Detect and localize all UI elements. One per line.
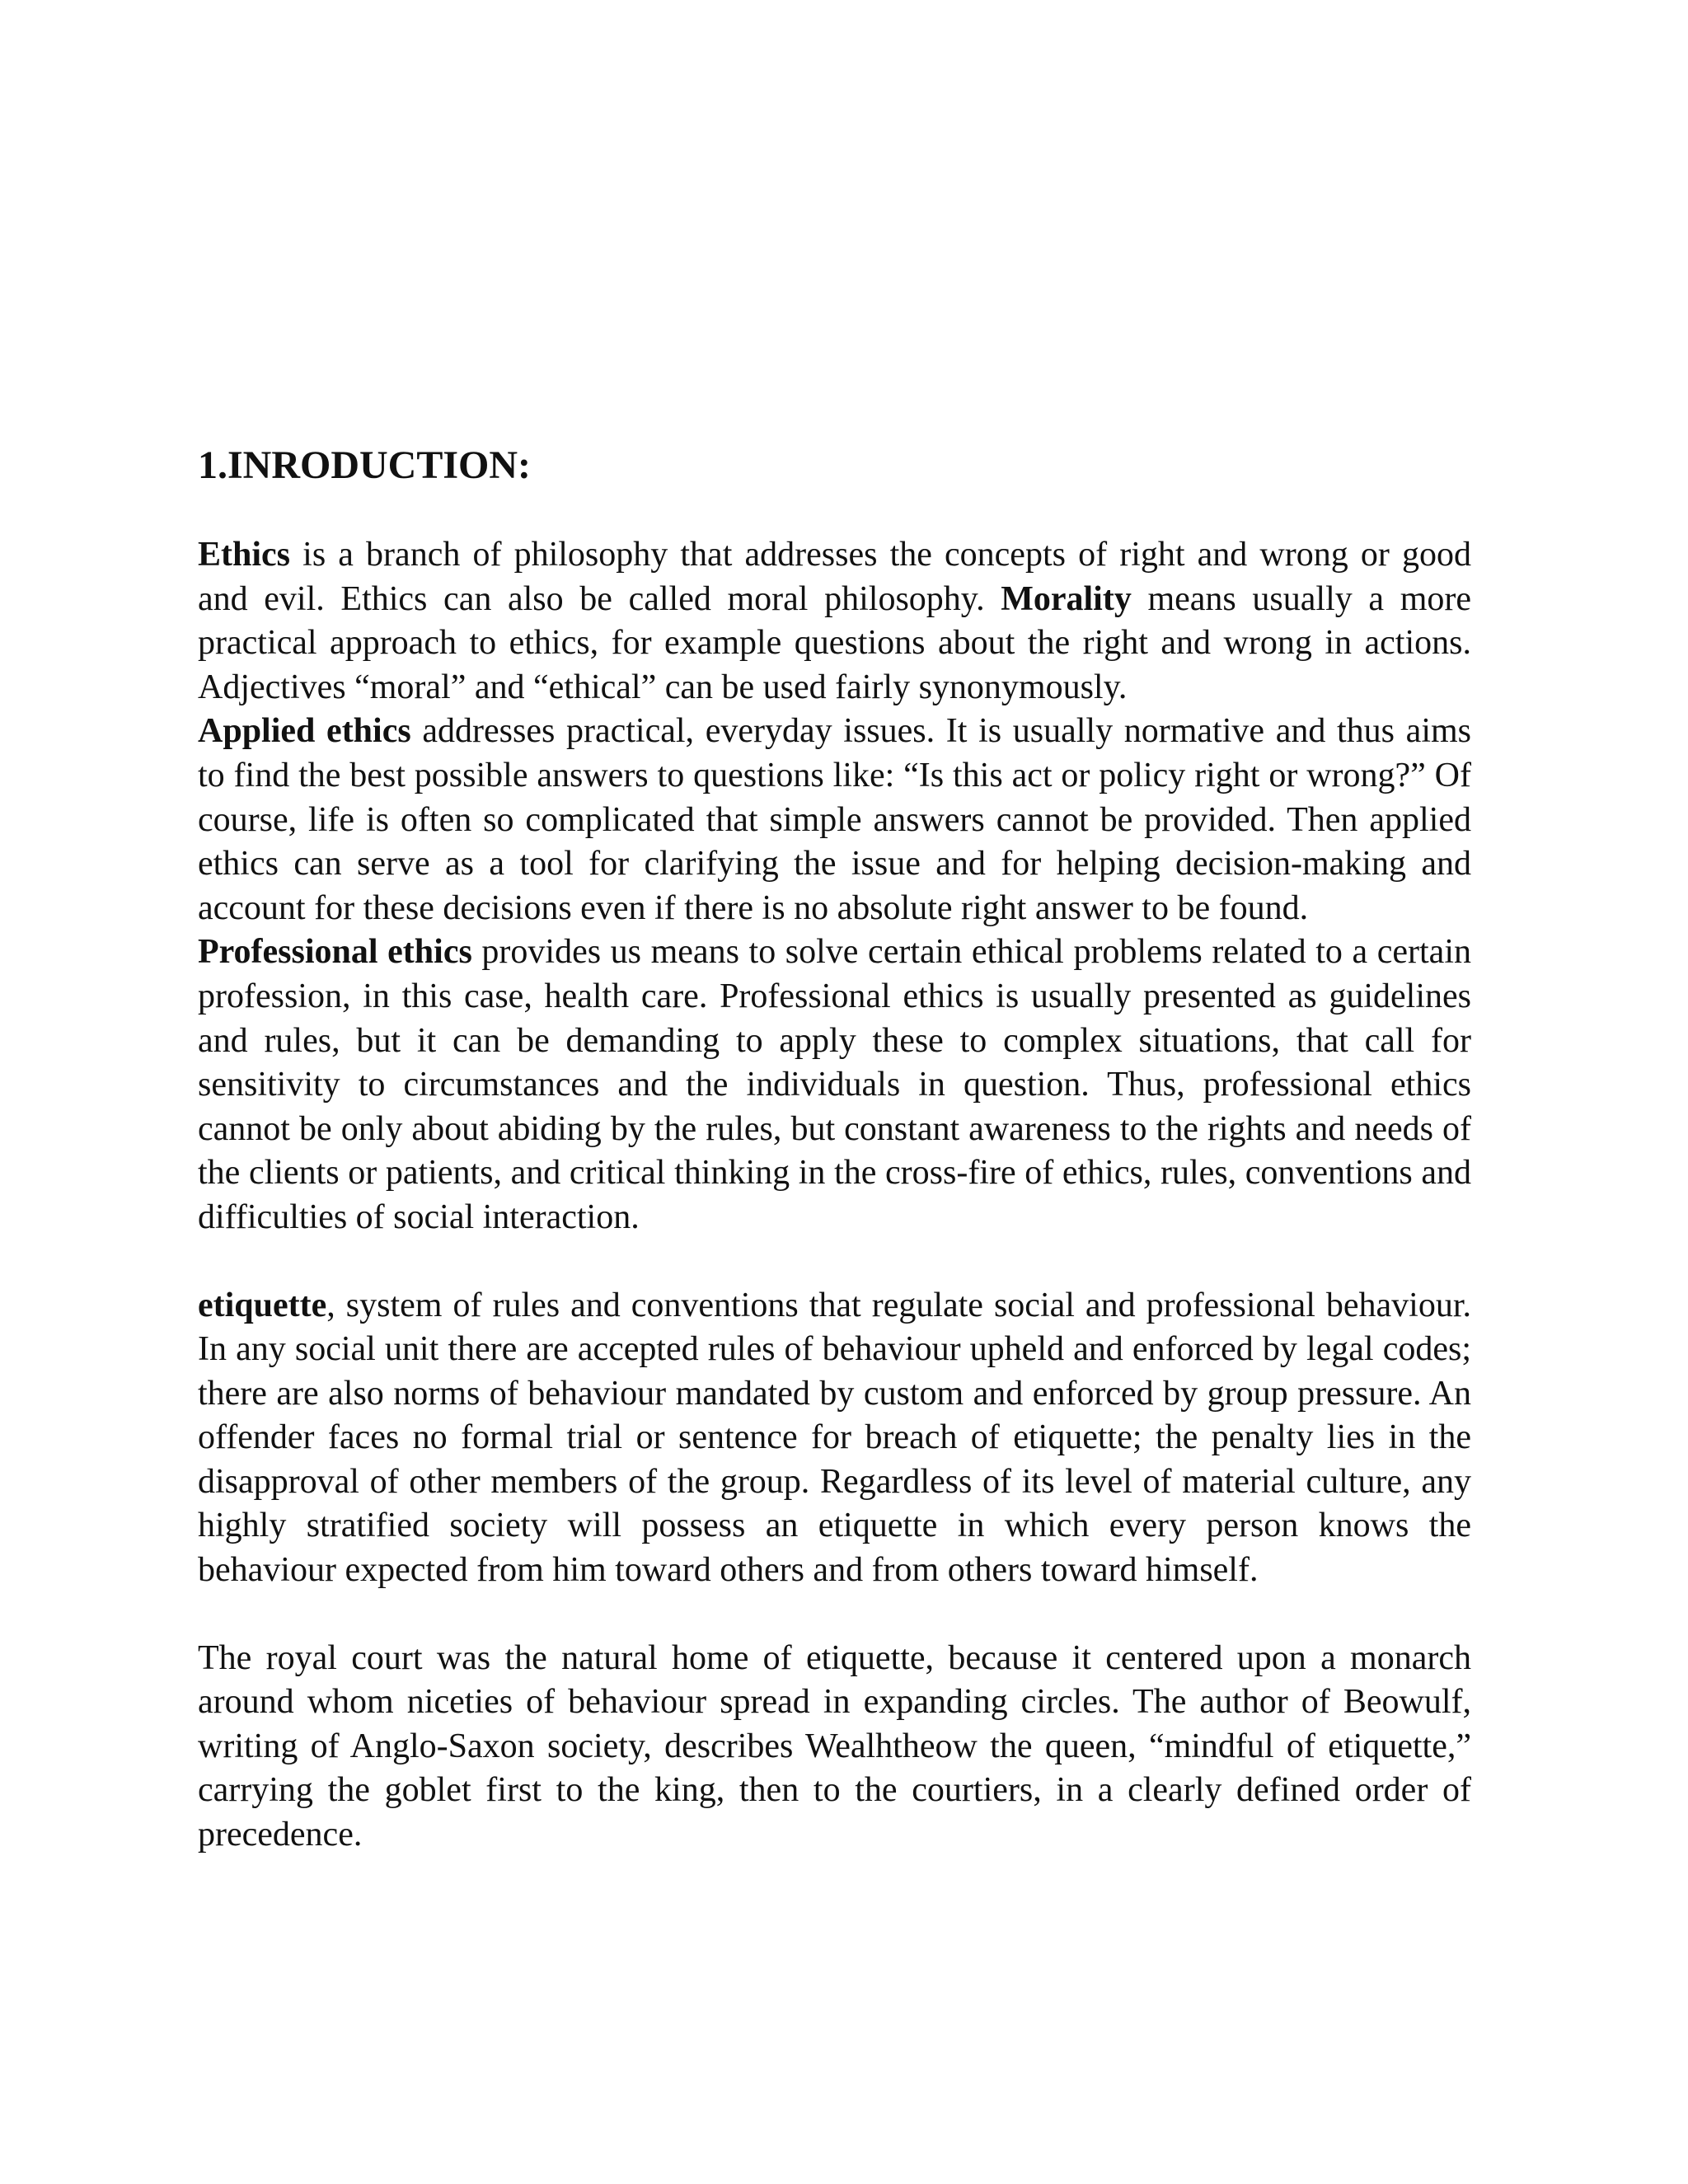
royal-court-text: The royal court was the natural home of etiquette, because it centered upon a monarch around whom niceties of behaviour spread in expanding circles. The author of Beowulf, writing of Anglo-Saxon society, describes Wealhtheow the queen, “mindful of etiquette,” carrying the goblet first to the king, then to the courtiers, in a clearly defined order of precedence.: [198, 1638, 1471, 1854]
applied-ethics-text: addresses practical, everyday issues. It is usually normative and thus aims to find the best possible answers to questions like: “Is this act or policy right or wrong?” Of course, life is often so complicated that simple answers cannot be provided. Then applied ethics can serve as a tool for clarifying the issue and for helping decision-making and account for these decisions even if there is no absolute right answer to be found.: [198, 712, 1472, 927]
paragraph-etiquette: [198, 1284, 1471, 1593]
professional-ethics-text: provides us means to solve certain ethical problems related to a certain profession, in this case, health care. Professional ethics is usually presented as guidelines and rules, but it can be demanding to apply these to complex situations, that call for sensitivity to circumstances and the individuals in question. Thus, professional ethics cannot be only about abiding by the rules, but constant awareness to the rights and needs of the clients or patients, and critical thinking in the cross-fire of ethics, rules, conventions and difficulties of social interaction.: [198, 933, 1471, 1236]
paragraph-applied-ethics: [198, 710, 1471, 930]
section-heading: 1.INRODUCTION:: [198, 443, 532, 487]
term-ethics: Ethics: [198, 536, 291, 574]
paragraph-professional-ethics: [198, 930, 1471, 1240]
ethics-text: is a branch of philosophy that addresses the concepts of right and wrong or good and evil. Ethics can also be called moral philosophy.: [198, 536, 1471, 618]
paragraph-ethics: [198, 533, 1471, 710]
etiquette-text: , system of rules and conventions that regulate social and professional behaviour. In any social unit there are accepted rules of behaviour upheld and enforced by legal codes; there are also norms of behaviour mandated by custom and enforced by group pressure. An offender faces no formal trial or sentence for breach of etiquette; the penalty lies in the disapproval of other members of the group. Regardless of its level of material culture, any highly stratified society will possess an etiquette in which every person knows the behaviour expected from him toward others and from others toward himself.: [198, 1286, 1471, 1590]
paragraph-royal-court: [198, 1637, 1471, 1858]
term-morality: Morality: [1001, 579, 1132, 618]
morality-text: means usually a more practical approach to ethics, for example questions about the right and wrong in actions. Adjectives “moral” and “ethical” can be used fairly synonymously.: [198, 579, 1471, 706]
term-professional-ethics: Professional ethics: [198, 933, 472, 972]
term-applied-ethics: Applied ethics: [198, 712, 411, 751]
term-etiquette: etiquette: [198, 1286, 327, 1324]
document-page: [198, 441, 1471, 1858]
